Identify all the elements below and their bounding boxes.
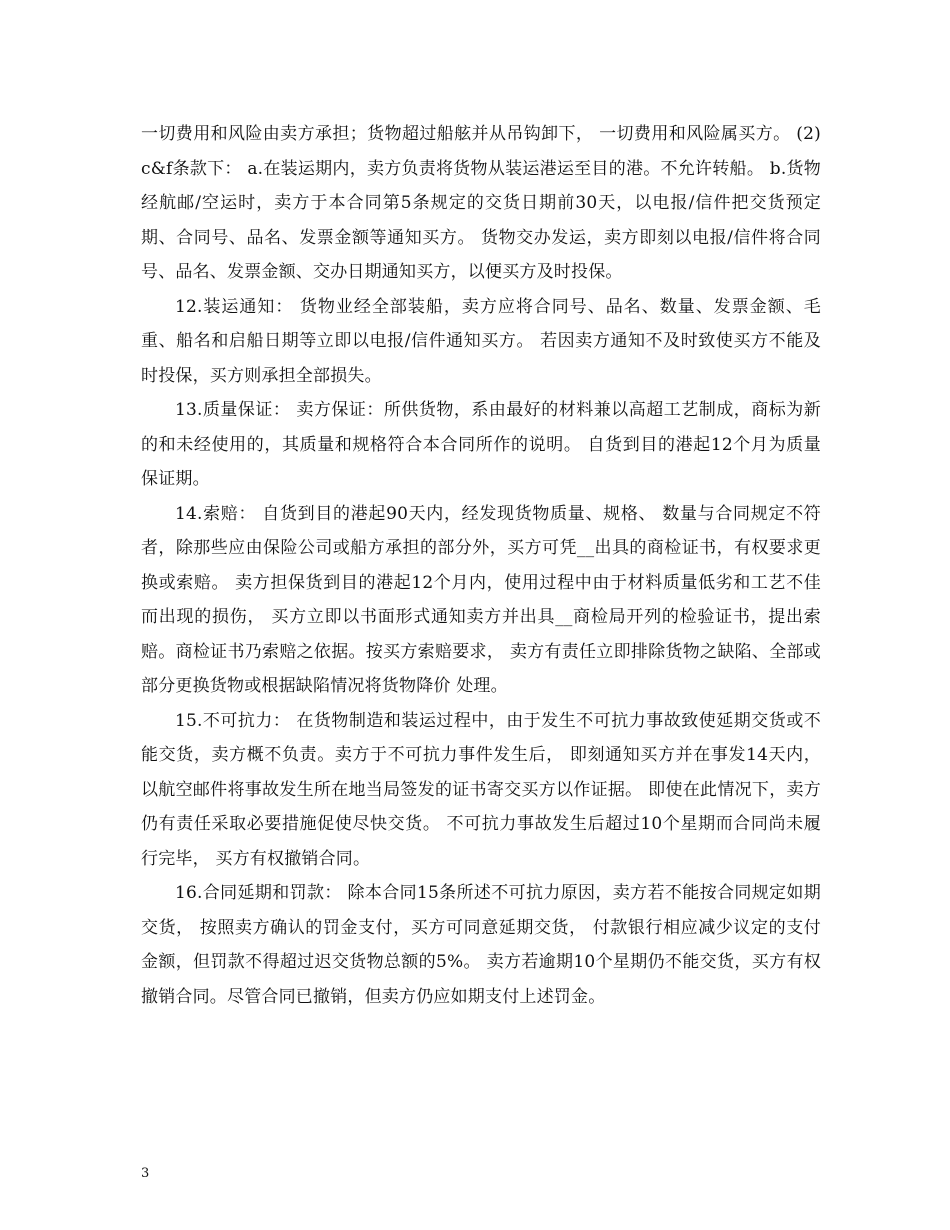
paragraph-force-majeure: 15.不可抗力： 在货物制造和装运过程中，由于发生不可抗力事故致使延期交货或不能交货，卖方概不负责。卖方于不可抗力事件发生后， 即刻通知买方并在事发14天内，以航空邮件将事故发生所在地当局签发的证书寄交买方以作证据。 即使在此情况下，卖方仍有责任采取必要措施促使尽快交货。 不可抗力事故发生后超过10个星期而合同尚未履行完毕， 买方有权撤销合同。 [141,710,821,869]
paragraph-continuation: 一切费用和风险由卖方承担；货物超过船舷并从吊钩卸下， 一切费用和风险属买方。 (2)c&f条款下： a.在装运期内，卖方负责将货物从装运港运至目的港。不允许转船。 b.货物经航邮/空运时，卖方于本合同第5条规定的交货日期前30天，以电报/信件把交货预定期、合同号、品名、发票金额等通知买方。 货物交办发运，卖方即刻以电报/信件将合同号、品名、发票金额、交办日期通知买方，以便买方及时投保。 [141,124,821,282]
paragraph-quality-guarantee: 13.质量保证： 卖方保证：所供货物，系由最好的材料兼以高超工艺制成，商标为新的和未经使用的，其质量和规格符合本合同所作的说明。 自货到目的港起12个月为质量保证期。 [141,400,821,489]
page-number: 3 [141,1166,150,1181]
paragraph-delay-penalty: 16.合同延期和罚款： 除本合同15条所述不可抗力原因，卖方若不能按合同规定如期交货， 按照卖方确认的罚金支付，买方可同意延期交货， 付款银行相应减少议定的支付金额，但罚款不得超过迟交货物总额的5%。 卖方若逾期10个星期仍不能交货，买方有权撤销合同。尽管合同已撤销，但卖方仍应如期支付上述罚金。 [141,883,821,1007]
document-body [141,117,821,1014]
paragraph-claims: 14.索赔： 自货到目的港起90天内，经发现货物质量、规格、 数量与合同规定不符者，除那些应由保险公司或船方承担的部分外，买方可凭__出具的商检证书，有权要求更换或索赔。 卖方担保货到目的港起12个月内，使用过程中由于材料质量低劣和工艺不佳而出现的损伤， 买方立即以书面形式通知卖方并出具__商检局开列的检验证书，提出索赔。商检证书乃索赔之依据。按买方索赔要求， 卖方有责任立即排除货物之缺陷、全部或部分更换货物或根据缺陷情况将货物降价 处理。 [141,503,821,696]
paragraph-shipping-notice: 12.装运通知： 货物业经全部装船，卖方应将合同号、品名、数量、发票金额、毛重、船名和启船日期等立即以电报/信件通知买方。 若因卖方通知不及时致使买方不能及时投保，买方则承担全部损失。 [141,296,821,386]
